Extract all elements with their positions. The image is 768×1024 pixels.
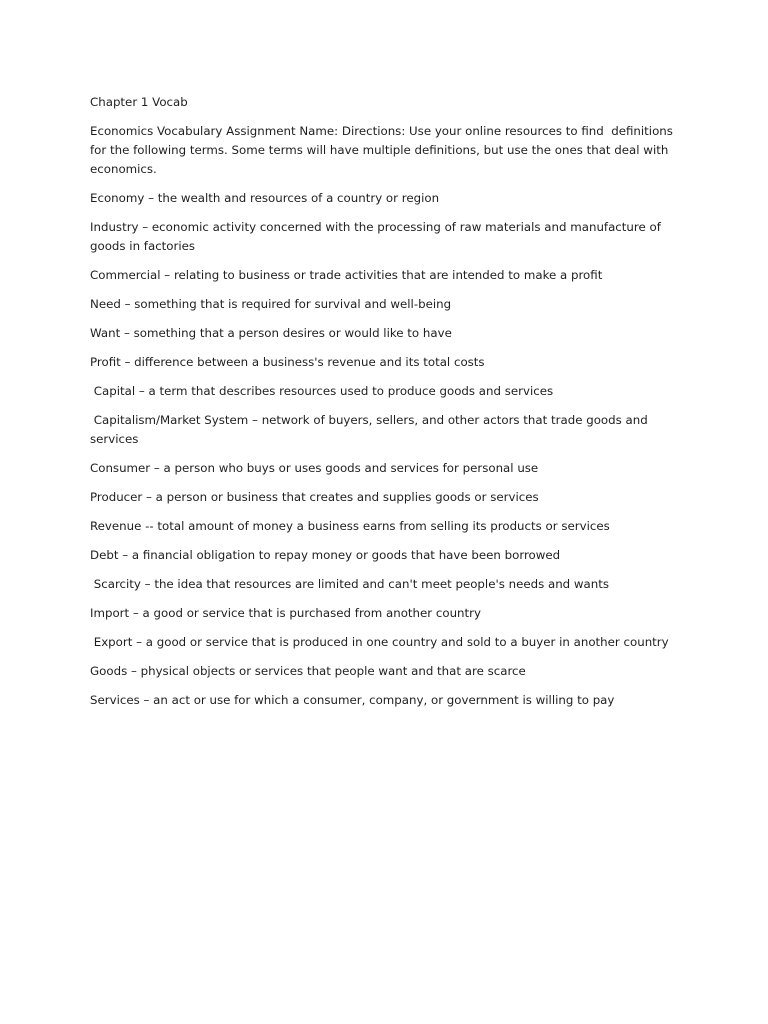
term-commercial: Commercial – relating to business or trade activities that are intended to make a profit bbox=[90, 268, 603, 282]
term-import: Import – a good or service that is purchased from another country bbox=[90, 606, 481, 620]
term-services: Services – an act or use for which a consumer, company, or government is willing to pay bbox=[90, 693, 615, 707]
term-capital: Capital – a term that describes resources used to produce goods and services bbox=[90, 384, 554, 398]
term-economy: Economy – the wealth and resources of a country or region bbox=[90, 191, 440, 205]
term-consumer: Consumer – a person who buys or uses goods and services for personal use bbox=[90, 461, 539, 475]
term-export: Export – a good or service that is produced in one country and sold to a buyer in another country bbox=[90, 635, 669, 649]
term-producer: Producer – a person or business that creates and supplies goods or services bbox=[90, 490, 539, 504]
term-profit: Profit – difference between a business's revenue and its total costs bbox=[90, 355, 485, 369]
term-scarcity: Scarcity – the idea that resources are limited and can't meet people's needs and wants bbox=[90, 577, 610, 591]
term-need: Need – something that is required for survival and well-being bbox=[90, 297, 452, 311]
term-want: Want – something that a person desires or would like to have bbox=[90, 326, 452, 340]
term-debt: Debt – a financial obligation to repay money or goods that have been borrowed bbox=[90, 548, 561, 562]
directions-paragraph: Economics Vocabulary Assignment Name: Directions: Use your online resources to find definitions for the following terms. Some terms will have multiple definitions, but use the ones that deal with economics. bbox=[90, 124, 677, 176]
term-revenue: Revenue -- total amount of money a business earns from selling its products or services bbox=[90, 519, 610, 533]
term-industry: Industry – economic activity concerned with the processing of raw materials and manufacture of goods in factories bbox=[90, 220, 665, 253]
document-page bbox=[90, 93, 680, 720]
term-capitalism: Capitalism/Market System – network of buyers, sellers, and other actors that trade goods and services bbox=[90, 413, 652, 446]
document-title: Chapter 1 Vocab bbox=[90, 95, 188, 109]
term-goods: Goods – physical objects or services that people want and that are scarce bbox=[90, 664, 526, 678]
